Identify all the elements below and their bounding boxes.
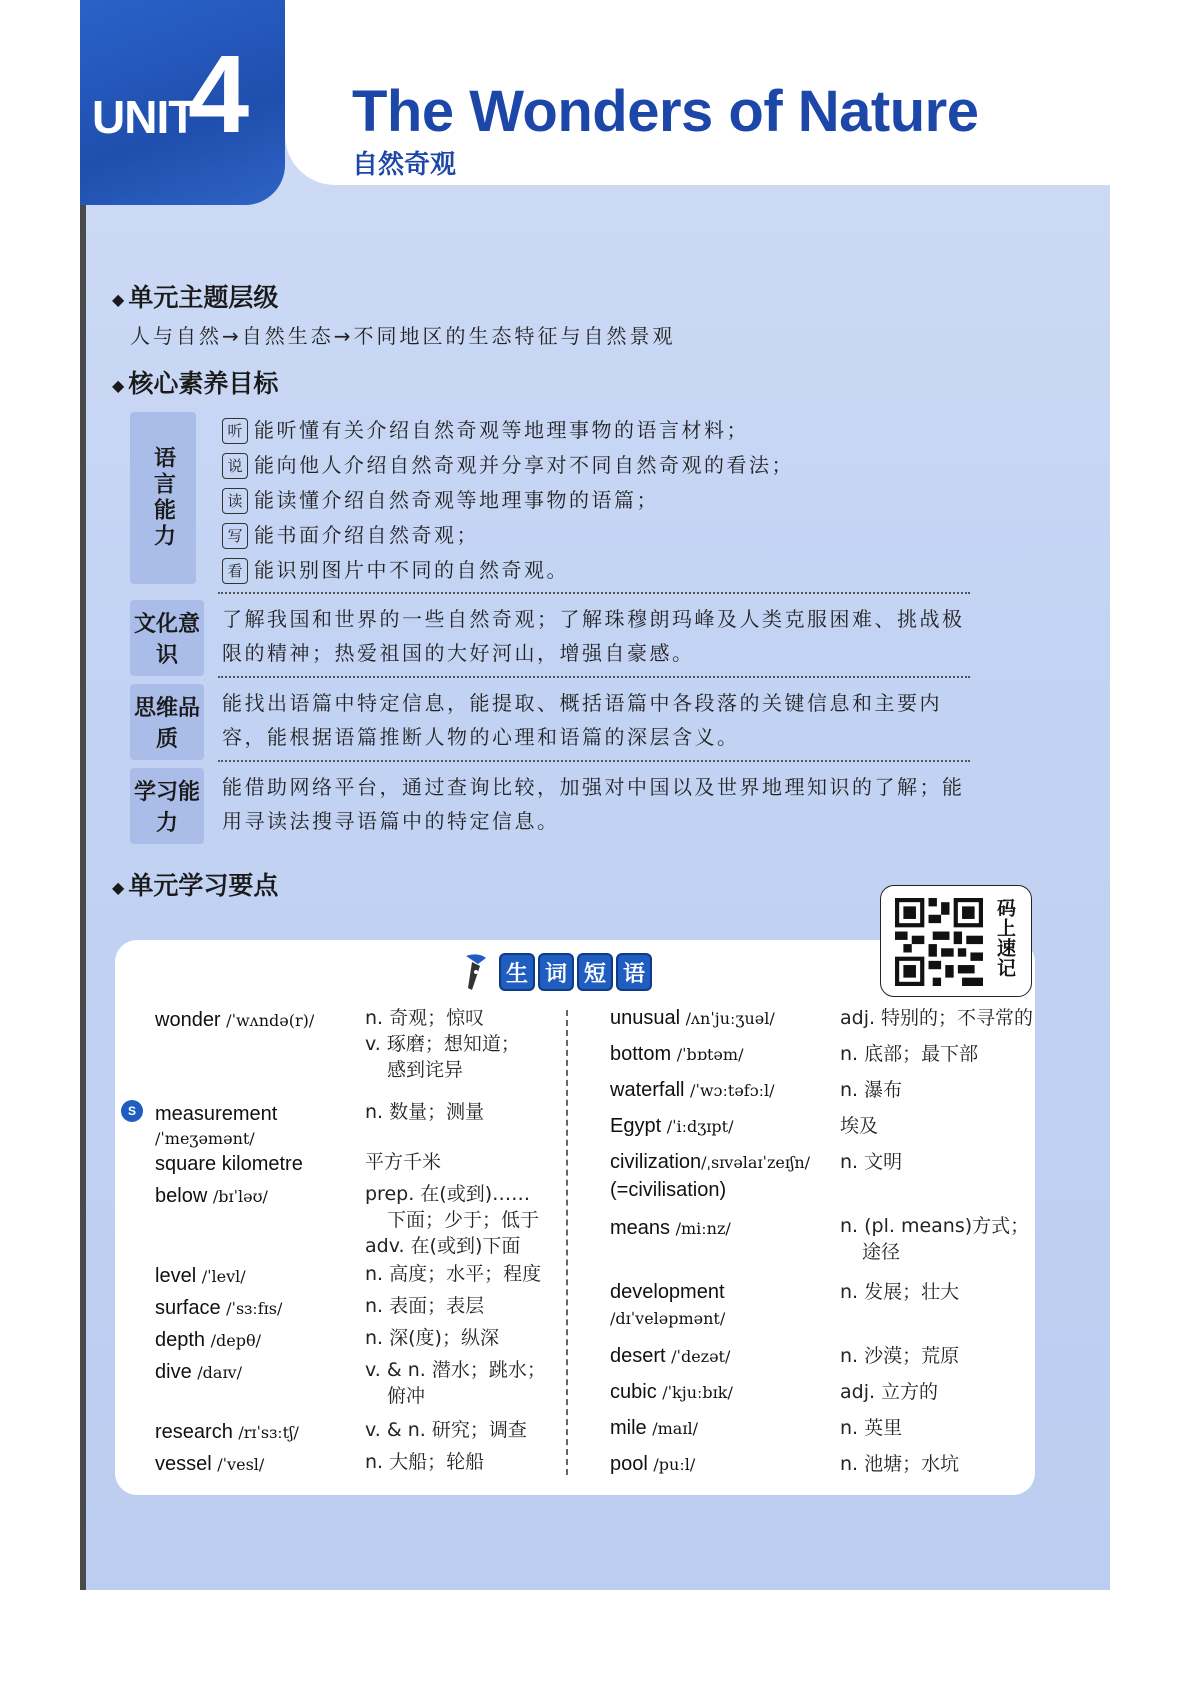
bullet-icon: ◆ <box>112 375 125 395</box>
vocab-meaning: adj. 立方的 <box>840 1381 939 1403</box>
goal-line: 读 能读懂介绍自然奇观等地理事物的语篇； <box>222 484 659 514</box>
qr-caption: 码上速记 <box>994 898 1016 978</box>
unit-label: UNIT <box>92 91 196 143</box>
vocab-title-char: 语 <box>616 953 652 991</box>
vocab-title <box>458 950 652 994</box>
vocab-meaning: v. & n. 研究；调查 <box>365 1419 527 1441</box>
vocab-meaning: adj. 特别的；不寻常的 <box>840 1007 1034 1029</box>
label-culture: 文化意识 <box>130 600 204 676</box>
vocab-meaning: n. 池塘；水坑 <box>840 1453 960 1475</box>
label-learning: 学习能力 <box>130 768 204 844</box>
vocab-meaning: n. 数量；测量 <box>365 1101 485 1123</box>
vocab-word: mile /maɪl/ <box>610 1417 698 1439</box>
page-spine <box>80 0 86 1590</box>
vocab-word: desert /ˈdezət/ <box>610 1345 731 1367</box>
vocab-meaning: n. 文明 <box>840 1151 903 1173</box>
vocab-meaning: adv. 在(或到)下面 <box>365 1235 521 1257</box>
label-thinking: 思维品质 <box>130 684 204 760</box>
vocab-word: surface /ˈsɜːfɪs/ <box>155 1297 283 1319</box>
vocab-meaning: n. 瀑布 <box>840 1079 903 1101</box>
label-language: 语言能力 <box>130 412 196 584</box>
culture-text: 了解我国和世界的一些自然奇观；了解珠穆朗玛峰及人类克服困难、挑战极限的精神；热爱祖国的大好河山，增强自豪感。 <box>222 607 965 665</box>
vocab-word: vessel /ˈvesl/ <box>155 1453 265 1475</box>
vocab-meaning: 俯冲 <box>387 1385 426 1407</box>
vocab-meaning: n. 表面；表层 <box>365 1295 485 1317</box>
goal-line: 说 能向他人介绍自然奇观并分享对不同自然奇观的看法； <box>222 449 794 479</box>
vocab-meaning: 平方千米 <box>365 1151 442 1173</box>
vocab-meaning: prep. 在(或到)…… <box>365 1183 531 1205</box>
vocab-meaning: 途径 <box>862 1241 901 1263</box>
goal-line: 听 能听懂有关介绍自然奇观等地理事物的语言材料； <box>222 414 749 444</box>
vocab-word: square kilometre <box>155 1153 303 1175</box>
qr-code-icon[interactable] <box>895 898 983 986</box>
vocab-word: waterfall /ˈwɔːtəfɔːl/ <box>610 1079 775 1101</box>
vocab-phonetic: /dɪˈveləpmənt/ <box>610 1309 726 1328</box>
learning-text: 能借助网络平台，通过查询比较，加强对中国以及世界地理知识的了解；能用寻读法搜寻语篇中的特定信息。 <box>222 775 965 833</box>
page-title: The Wonders of Nature <box>352 79 979 144</box>
bullet-icon: ◆ <box>112 289 125 309</box>
vocab-phonetic: /ˈmeʒəmənt/ <box>155 1129 255 1148</box>
vocab-meaning: n. 大船；轮船 <box>365 1451 485 1473</box>
vocab-word: civilization/ˌsɪvəlaɪˈzeɪʃn/ <box>610 1151 811 1173</box>
vocab-word-alt: (=civilisation) <box>610 1179 727 1201</box>
s-marker-icon: S <box>121 1100 143 1122</box>
bullet-icon: ◆ <box>112 877 125 897</box>
section-heading-points: ◆ 单元学习要点 <box>112 871 279 900</box>
vocab-title-char: 短 <box>577 953 613 991</box>
vocab-word: wonder /ˈwʌndə(r)/ <box>155 1009 315 1031</box>
vocab-word: bottom /ˈbɒtəm/ <box>610 1043 744 1065</box>
section-heading-theme: ◆ 单元主题层级 <box>112 283 279 312</box>
vocab-word: measurement <box>155 1103 278 1125</box>
theme-text: 人与自然→自然生态→不同地区的生态特征与自然景观 <box>130 324 676 348</box>
vocab-meaning: n. 发展；壮大 <box>840 1281 960 1303</box>
vocab-word: research /rɪˈsɜːtʃ/ <box>155 1421 299 1443</box>
divider <box>218 592 970 594</box>
vocab-meaning: n. 底部；最下部 <box>840 1043 979 1065</box>
vocab-meaning: n. 沙漠；荒原 <box>840 1345 960 1367</box>
vocab-meaning: n. (pl. means)方式； <box>840 1215 1030 1237</box>
page-subtitle: 自然奇观 <box>352 150 457 180</box>
vocab-title-char: 词 <box>538 953 574 991</box>
vocab-word: unusual /ʌnˈjuːʒuəl/ <box>610 1007 775 1029</box>
vocab-title-char: 生 <box>499 953 535 991</box>
vocab-word: pool /puːl/ <box>610 1453 696 1475</box>
vocab-meaning: n. 深(度)；纵深 <box>365 1327 499 1349</box>
pen-nib-icon <box>458 952 492 992</box>
vocab-meaning: 感到诧异 <box>387 1059 464 1081</box>
vocab-meaning: v. & n. 潜水；跳水； <box>365 1359 546 1381</box>
vocab-word: level /ˈlevl/ <box>155 1265 246 1287</box>
vocab-word: cubic /ˈkjuːbɪk/ <box>610 1381 733 1403</box>
goal-line: 看 能识别图片中不同的自然奇观。 <box>222 554 569 584</box>
section-heading-core: ◆ 核心素养目标 <box>112 369 279 398</box>
divider <box>218 676 970 678</box>
vocab-meaning: v. 琢磨；想知道； <box>365 1033 520 1055</box>
vocab-meaning: 下面；少于；低于 <box>387 1209 540 1231</box>
thinking-text: 能找出语篇中特定信息，能提取、概括语篇中各段落的关键信息和主要内容，能根据语篇推断人物的心理和语篇的深层含义。 <box>222 691 942 749</box>
vocab-meaning: 埃及 <box>840 1115 879 1137</box>
vocab-word: dive /daɪv/ <box>155 1361 242 1383</box>
divider <box>218 760 970 762</box>
unit-number: 4 <box>188 33 250 156</box>
vocab-word: means /miːnz/ <box>610 1217 731 1239</box>
goal-line: 写 能书面介绍自然奇观； <box>222 519 479 549</box>
vocab-word: Egypt /ˈiːdʒɪpt/ <box>610 1115 734 1137</box>
vocab-meaning: n. 高度；水平；程度 <box>365 1263 542 1285</box>
vocab-word: depth /depθ/ <box>155 1329 261 1351</box>
column-divider <box>566 1010 568 1475</box>
vocab-meaning: n. 英里 <box>840 1417 903 1439</box>
vocab-word: development <box>610 1281 725 1303</box>
vocab-word: below /bɪˈləʊ/ <box>155 1185 268 1207</box>
vocab-meaning: n. 奇观；惊叹 <box>365 1007 485 1029</box>
